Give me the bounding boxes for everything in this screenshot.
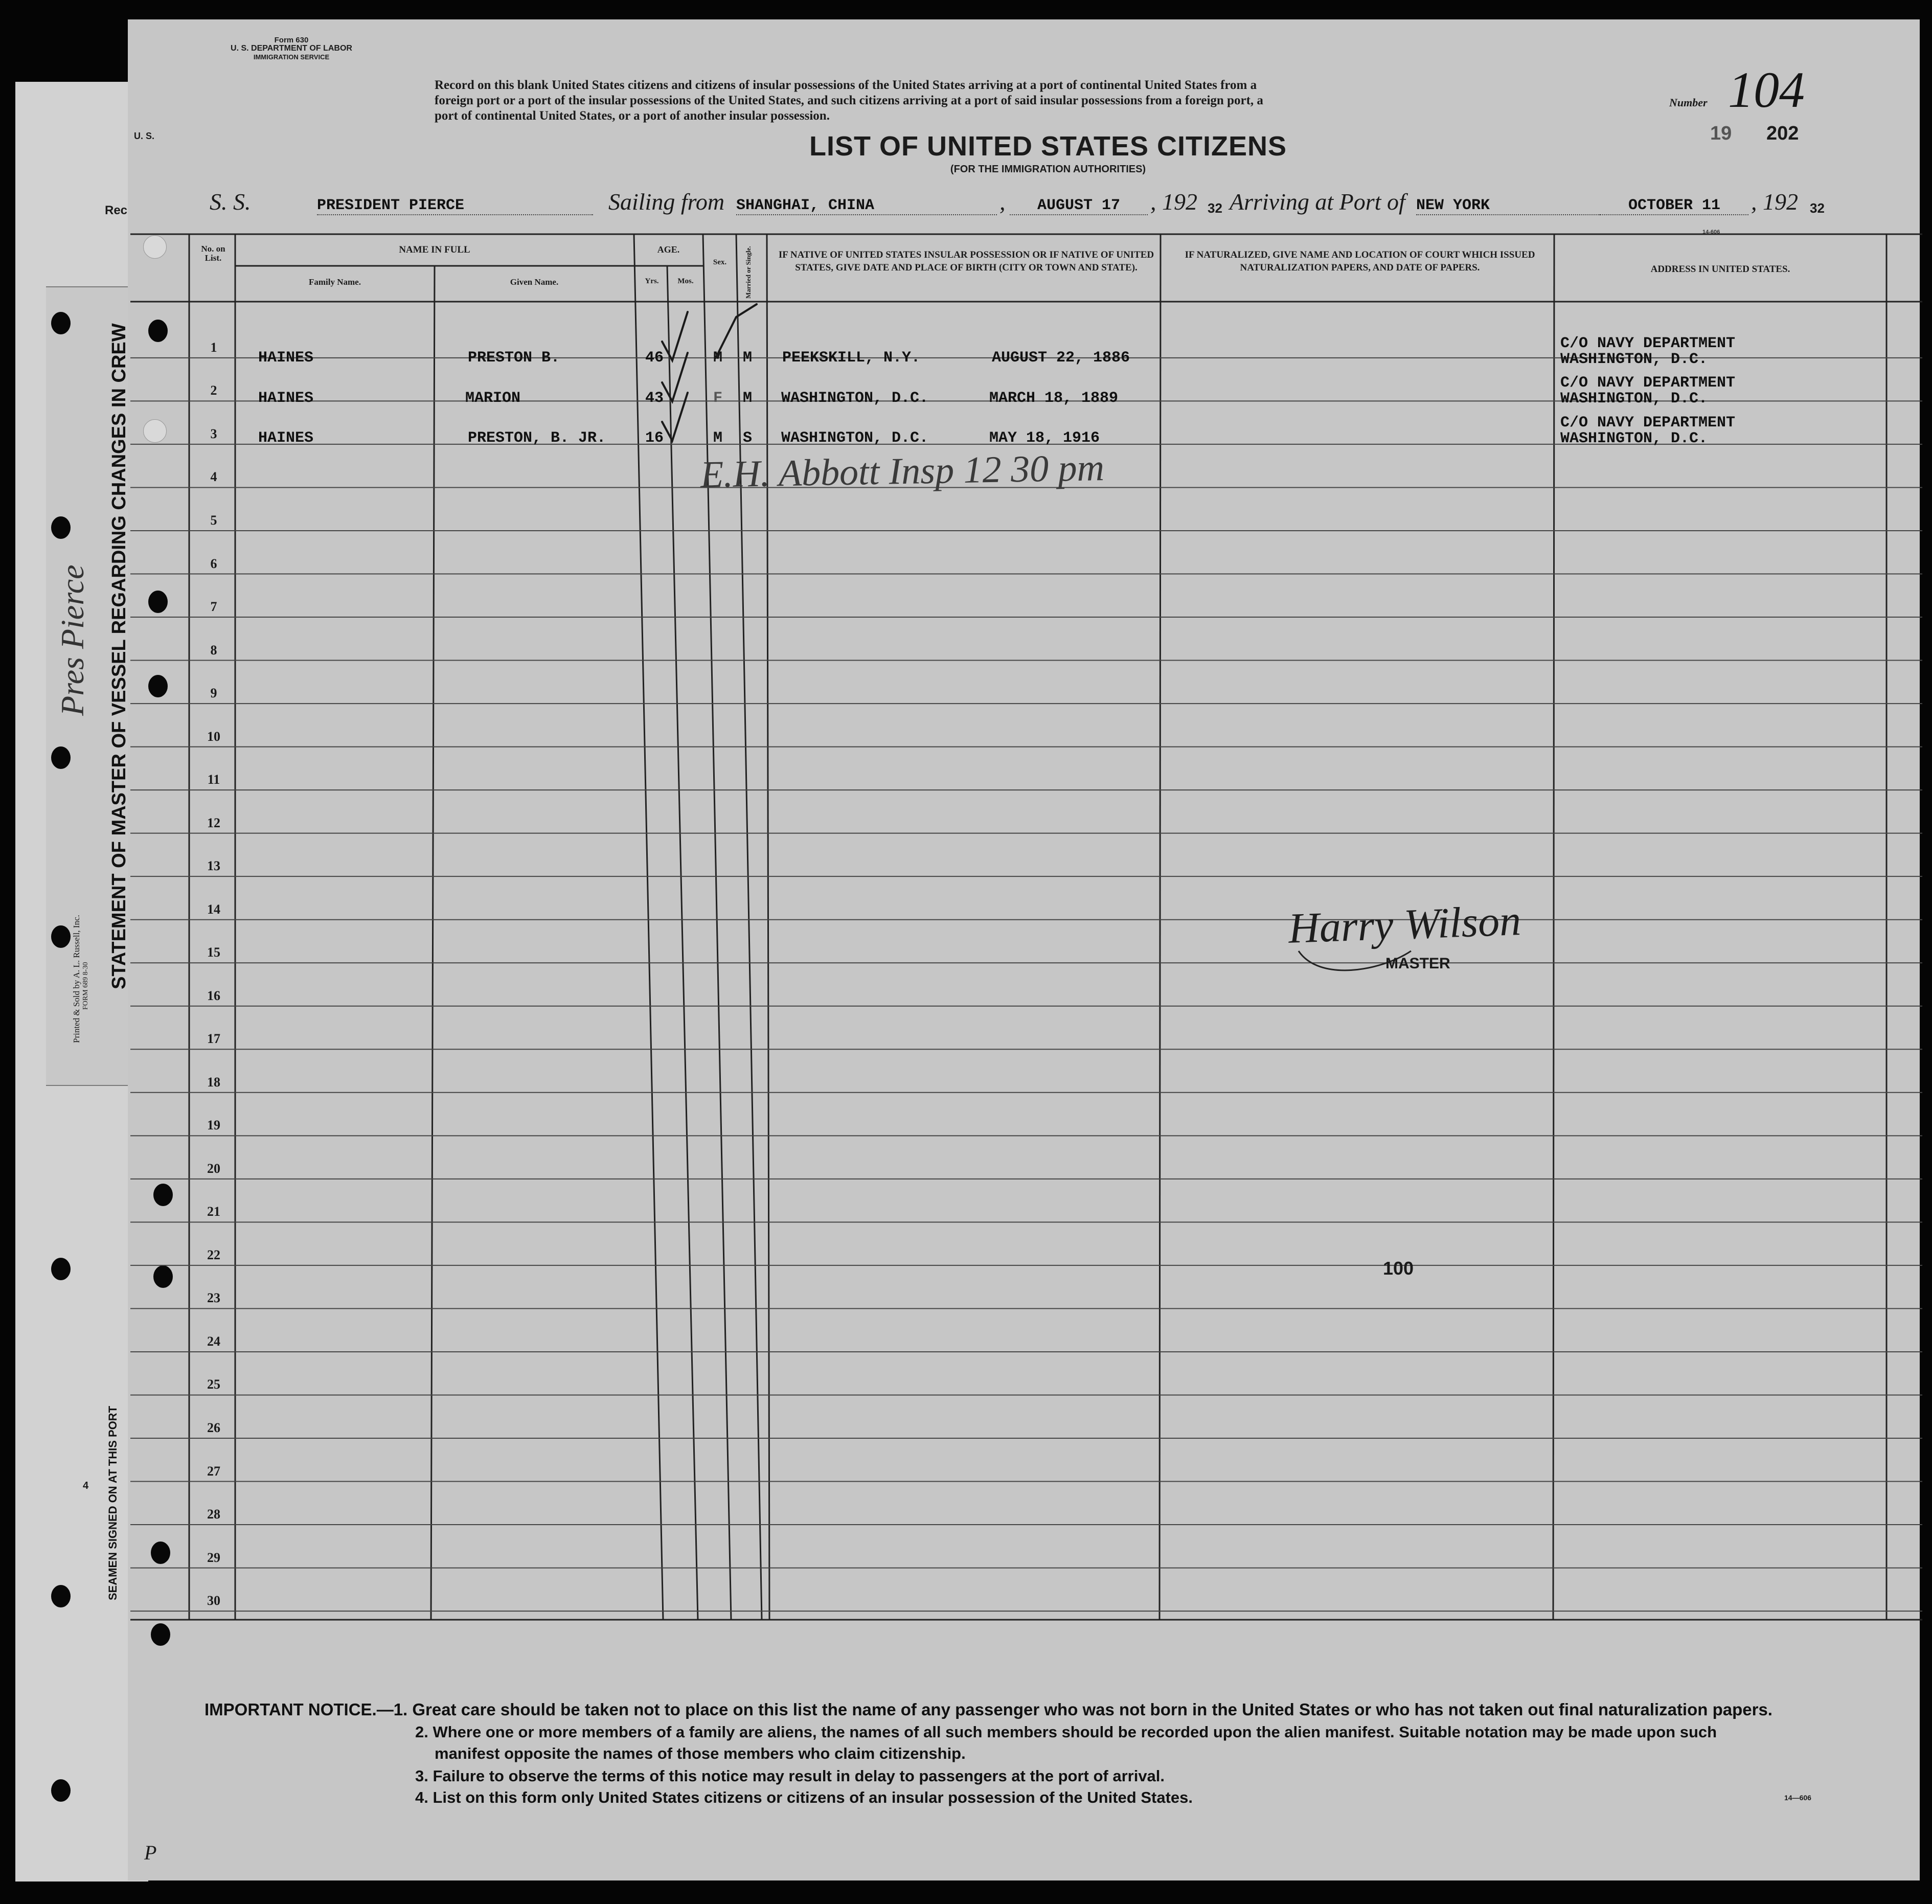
family-name: HAINES [258, 349, 314, 367]
row-number: 30 [207, 1593, 220, 1608]
stamp-number: 100 [1383, 1258, 1414, 1279]
marital-status: S [743, 429, 753, 447]
row-number: 23 [207, 1290, 220, 1306]
header-name-in-full: NAME IN FULL [399, 244, 470, 255]
row-number: 17 [207, 1031, 220, 1047]
row-number: 26 [207, 1420, 220, 1435]
arrival-port: NEW YORK [1416, 197, 1600, 215]
row-number: 21 [207, 1204, 220, 1219]
marital-status: M [743, 349, 753, 367]
age-years: 43 [645, 390, 664, 407]
header-birth: IF NATIVE OF UNITED STATES INSULAR POSSESSION OR IF NATIVE OF UNITED STATES, GIVE DATE AND PLACE OF BIRTH (CITY OR TOWN AND STATE). [778, 250, 1154, 273]
sailing-date: AUGUST 17 [1010, 197, 1148, 215]
row-number: 6 [210, 556, 217, 571]
row-number: 20 [207, 1161, 220, 1176]
birth-place: WASHINGTON, D.C. [781, 429, 929, 447]
age-years: 46 [645, 349, 664, 367]
header-age: AGE. [657, 244, 680, 255]
age-years: 16 [645, 429, 664, 447]
row-number: 1 [210, 339, 217, 355]
margin-seamen: SEAMEN SIGNED ON AT THIS PORT [106, 1406, 119, 1600]
printer-code: 14-606 [1702, 229, 1720, 235]
row-number: 27 [207, 1463, 220, 1479]
margin-four: 4 [83, 1480, 89, 1491]
notice-item-2: 2. Where one or more members of a family are aliens, the names of all such members should be recorded upon the alien manifest. Suitable notation may be made upon such [415, 1723, 1717, 1741]
given-name: PRESTON B. [468, 349, 560, 367]
notice-code: 14—606 [1784, 1794, 1811, 1802]
stub-text-us: U. S. [134, 131, 155, 141]
arrive-year-prefix: , 192 [1751, 189, 1798, 215]
row-number: 4 [210, 469, 217, 485]
header-married: Married or Single. [744, 246, 752, 299]
printer-credit: Printed & Sold by A. L. Russell, Inc. [72, 915, 81, 1043]
header-no: No. on List. [201, 244, 225, 263]
ss-label: S. S. [210, 189, 251, 215]
list-no-prefix: 19 [1710, 123, 1732, 144]
margin-statement: STATEMENT OF MASTER OF VESSEL REGARDING CHANGES IN CREW [108, 323, 130, 989]
sex: F [713, 390, 723, 407]
inspector-handwritten-note: E.H. Abbott Insp 12 30 pm [700, 447, 1105, 496]
notice-item-4: 4. List on this form only United States citizens or citizens of an insular possession of the United States. [415, 1788, 1193, 1806]
notice-item-2-cont: manifest opposite the names of those members who claim citizenship. [435, 1744, 966, 1762]
address-line-2: WASHINGTON, D.C. [1560, 390, 1708, 407]
address-line-2: WASHINGTON, D.C. [1560, 430, 1708, 447]
instruction-line: Record on this blank United States citizens and citizens of insular possessions of the United States arriving at a port of continental United States from a [435, 78, 1257, 92]
given-name: MARION [465, 390, 521, 407]
birth-date: MAY 18, 1916 [989, 429, 1100, 447]
birth-place: PEEKSKILL, N.Y. [782, 349, 921, 367]
stub-text-rec: Rec [105, 203, 128, 217]
master-label: MASTER [1385, 955, 1450, 972]
address-line-1: C/O NAVY DEPARTMENT [1560, 374, 1736, 392]
row-number: 14 [207, 901, 220, 917]
row-number: 18 [207, 1074, 220, 1090]
birth-date: AUGUST 22, 1886 [992, 349, 1130, 367]
instruction-line: foreign port or a port of the insular possessions of the United States, and such citizens arriving at a port of said insular possessions from a foreign port, a [435, 94, 1263, 107]
row-number: 28 [207, 1507, 220, 1522]
sail-year: 32 [1208, 200, 1222, 216]
number-value: 104 [1728, 61, 1805, 118]
row-number: 8 [210, 642, 217, 658]
number-label: Number [1669, 96, 1708, 109]
header-mos: Mos. [677, 277, 694, 285]
comma-1: , [999, 189, 1006, 215]
row-number: 24 [207, 1333, 220, 1349]
row-number: 22 [207, 1247, 220, 1262]
arrival-date: OCTOBER 11 [1600, 197, 1748, 215]
sex: M [713, 349, 723, 367]
notice-item-3: 3. Failure to observe the terms of this notice may result in delay to passengers at the port of arrival. [415, 1767, 1165, 1785]
sail-year-century: 192 [1162, 189, 1197, 215]
row-number: 5 [210, 512, 217, 528]
family-name: HAINES [258, 390, 314, 407]
address-line-2: WASHINGTON, D.C. [1560, 351, 1708, 368]
arrive-year-century: 192 [1763, 189, 1798, 215]
service-name: IMMIGRATION SERVICE [253, 53, 330, 61]
row-number: 2 [210, 383, 217, 398]
row-number: 12 [207, 815, 220, 830]
notice-item-1: —1. Great care should be taken not to place on this list the name of any passenger who was not born in the United States or who has not taken out final naturalization papers. [376, 1700, 1772, 1719]
row-number: 25 [207, 1377, 220, 1392]
instruction-line: port of continental United States, or a port of another insular possession. [435, 109, 830, 123]
header-given: Given Name. [510, 277, 559, 287]
margin-form-code: FORM 689 8-30 [82, 962, 89, 1010]
address-line-1: C/O NAVY DEPARTMENT [1560, 335, 1736, 352]
row-number: 10 [207, 729, 220, 744]
arrive-year: 32 [1810, 200, 1825, 216]
sail-year-prefix: , 192 [1150, 189, 1197, 215]
row-number: 16 [207, 988, 220, 1003]
sex: M [713, 429, 723, 447]
row-number: 3 [210, 426, 217, 441]
page-subtitle: (FOR THE IMMIGRATION AUTHORITIES) [950, 164, 1146, 175]
row-number: 13 [207, 858, 220, 874]
department-name: U. S. DEPARTMENT OF LABOR [231, 44, 352, 53]
master-signature: Harry Wilson [1287, 897, 1522, 953]
row-number: 15 [207, 945, 220, 960]
header-yrs: Yrs. [645, 277, 659, 285]
ship-name: PRESIDENT PIERCE [317, 197, 593, 215]
sailing-label: Sailing from [608, 189, 725, 215]
marital-status: M [743, 390, 753, 407]
row-number: 29 [207, 1550, 220, 1565]
family-name: HAINES [258, 429, 314, 447]
list-number: 202 [1766, 123, 1799, 144]
row-number: 7 [210, 599, 217, 615]
notice-heading [204, 1700, 1772, 1719]
row-number: 11 [207, 772, 220, 787]
arriving-label: Arriving at Port of [1230, 189, 1405, 215]
departure-port: SHANGHAI, CHINA [736, 197, 997, 215]
header-address: ADDRESS IN UNITED STATES. [1650, 264, 1790, 275]
page-title: LIST OF UNITED STATES CITIZENS [809, 131, 1287, 162]
header-naturalized: IF NATURALIZED, GIVE NAME AND LOCATION OF COURT WHICH ISSUED NATURALIZATION PAPERS, AND DATE OF PAPERS. [1185, 250, 1535, 273]
row-number: 19 [207, 1118, 220, 1133]
header-family: Family Name. [309, 277, 361, 287]
notice-title: IMPORTANT NOTICE. [204, 1700, 377, 1719]
page-letter: P [144, 1841, 157, 1864]
form-number: Form 630 [274, 36, 309, 44]
address-line-1: C/O NAVY DEPARTMENT [1560, 414, 1736, 432]
margin-handwritten-note: Pres Pierce [54, 564, 90, 716]
birth-place: WASHINGTON, D.C. [781, 390, 929, 407]
given-name: PRESTON, B. JR. [468, 429, 606, 447]
row-number: 9 [210, 686, 217, 701]
header-sex: Sex. [713, 258, 727, 266]
birth-date: MARCH 18, 1889 [989, 390, 1119, 407]
